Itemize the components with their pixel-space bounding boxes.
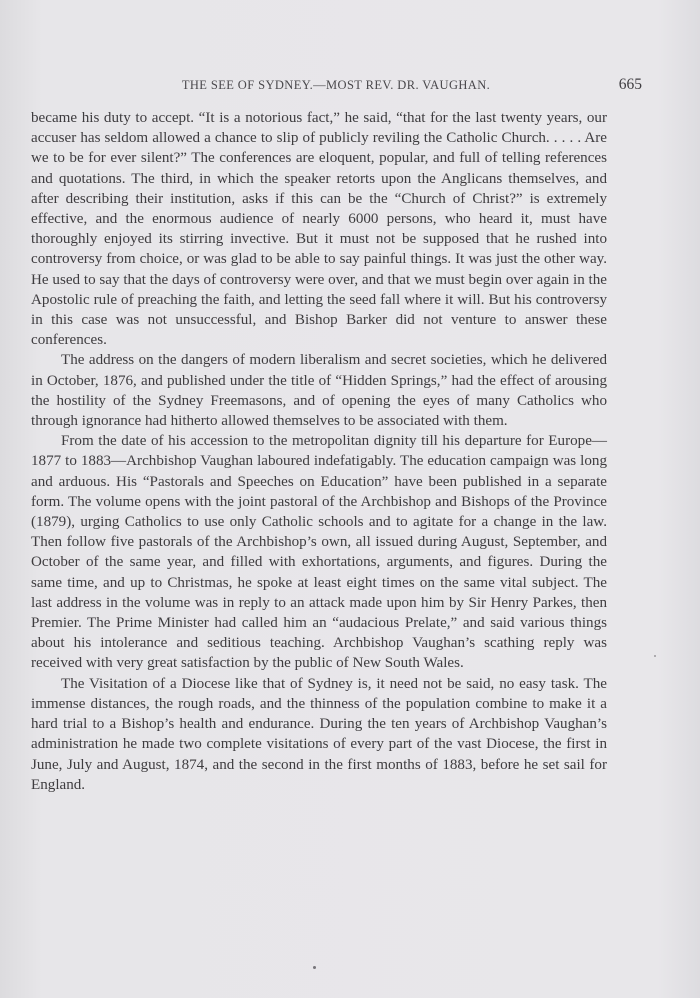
paragraph-continued: became his duty to accept. “It is a notorious fact,” he said, “that for the last twenty years, our accuser has seldom allowed a chance to slip of publicly reviling the Catholic Church. . . . . Are we to be for ever silent?” The conferences are eloquent, popular, and full of telling references and quotations. The third, in which the speaker retorts upon the Anglicans themselves, and after describing their institution, asks if this can be the “Church of Christ?” is extremely effective, and the enormous audience of nearly 6000 persons, who heard it, must have thoroughly enjoyed its stirring invective. But it must not be supposed that he rushed into controversy from choice, or was glad to be able to say painful things. It was just the other way. He used to say that the days of controversy were over, and that we must begin over again in the Apostolic rule of preaching the faith, and letting the seed fall where it will. But his controversy in this case was not unsuccessful, and Bishop Barker did not venture to answer these conferences. (31, 110, 607, 349)
page-header (30, 76, 642, 96)
paragraph-education-campaign: From the date of his accession to the metropolitan dignity till his departure for Europe—1877 to 1883—Archbishop Vaughan laboured indefatigably. The education campaign was long and arduous. His “Pastorals and Speeches on Education” have been published in a separate form. The volume opens with the joint pastoral of the Archbishop and Bishops of the Province (1879), urging Catholics to use only Catholic schools and to agitate for a change in the law. Then follow five pastorals of the Archbishop’s own, all issued during August, September, and October of the same year, and filled with exhortations, arguments, and figures. During the same time, and up to Christmas, he spoke at least eight times on the same vital subject. The last address in the volume was in reply to an attack made upon him by Sir Henry Parkes, then Premier. The Prime Minister had called him an “audacious Prelate,” and said various things about his intolerance and seditious teaching. Archbishop Vaughan’s scathing reply was received with very great satisfaction by the public of New South Wales. (31, 433, 607, 672)
body-text (31, 108, 607, 795)
paragraph-visitation: The Visitation of a Diocese like that of Sydney is, it need not be said, no easy task. The immense distances, the rough roads, and the thinness of the population combine to make it a hard trial to a Bishop’s health and endurance. During the ten years of Archbishop Vaughan’s administration he made two complete visitations of every part of the vast Diocese, the first in June, July and August, 1874, and the second in the first months of 1883, before he set sail for England. (31, 675, 607, 793)
running-head: THE SEE OF SYDNEY.—MOST REV. DR. VAUGHAN. (181, 78, 491, 92)
ink-speck (654, 655, 656, 657)
paragraph-hidden-springs: The address on the dangers of modern liberalism and secret societies, which he delivered in October, 1876, and published under the title of “Hidden Springs,” had the effect of arousing the hostility of the Sydney Freemasons, and of opening the eyes of many Catholics who through ignorance had hitherto allowed themselves to be associated with them. (31, 352, 607, 430)
page-number: 665 (618, 76, 642, 93)
ink-speck (313, 966, 316, 969)
